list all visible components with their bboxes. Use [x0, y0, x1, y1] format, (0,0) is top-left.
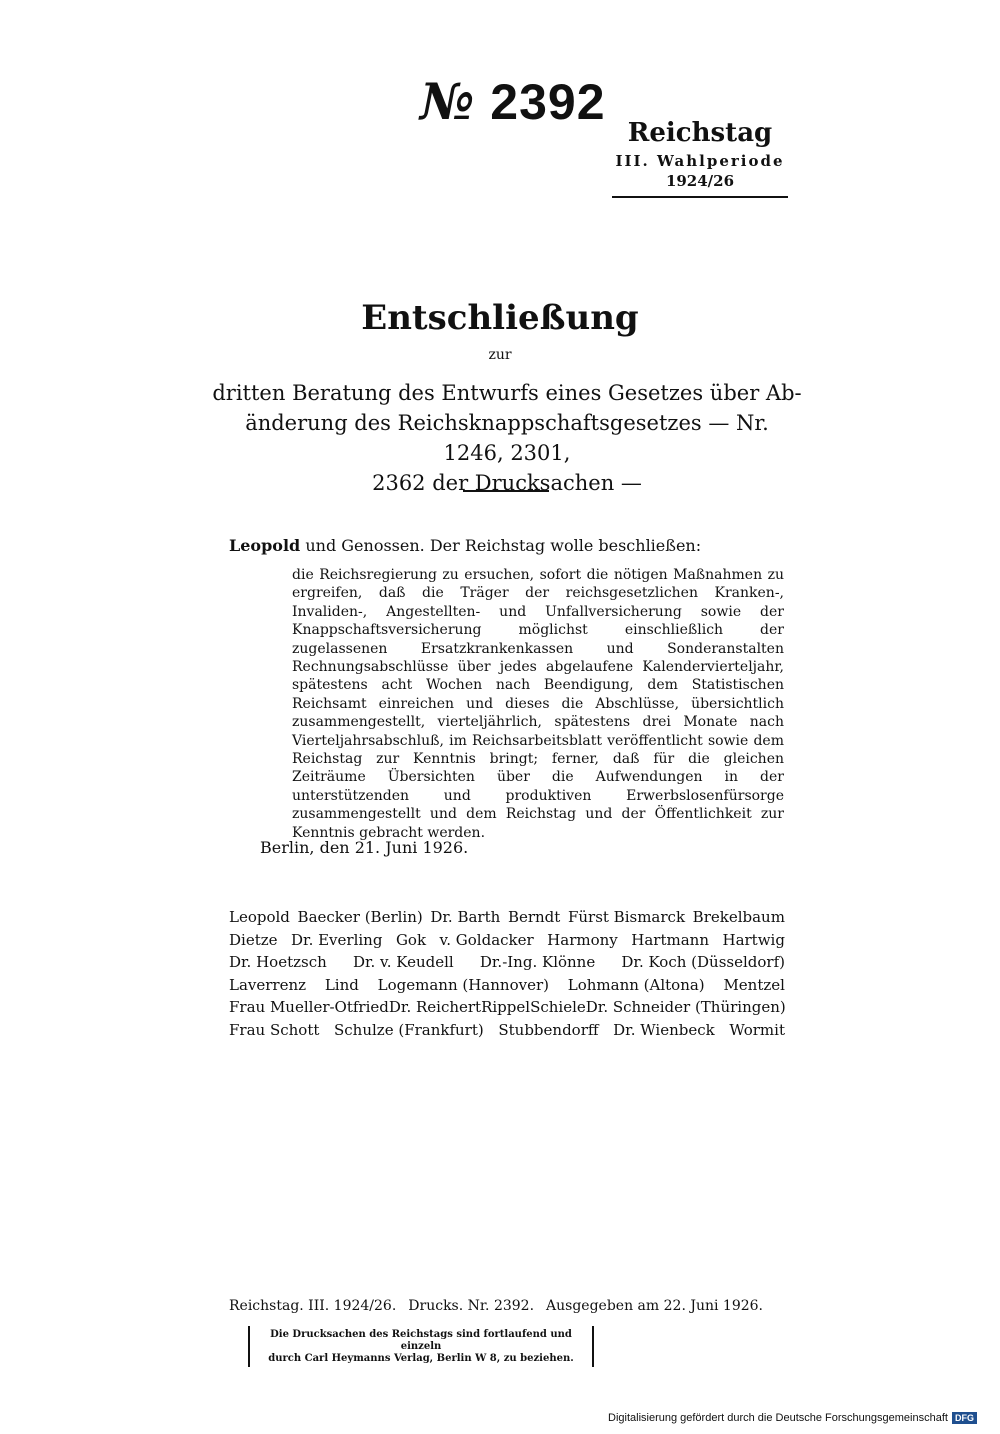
signatory-row	[229, 998, 785, 1021]
funding-text: Digitalisierung gefördert durch die Deutsche Forschungsgemeinschaft	[608, 1412, 948, 1424]
footer-line	[229, 1298, 763, 1314]
signatory-name: Dr.-Ing. Klönne	[479, 953, 596, 971]
signatory-name: Baecker (Berlin)	[297, 908, 423, 926]
funding-note	[608, 1412, 977, 1424]
signatory-name: Dr. Reichert	[388, 998, 482, 1016]
header-rule	[612, 196, 788, 198]
document-title: Entschließung	[361, 298, 639, 338]
signatory-name: Hartmann	[631, 930, 709, 949]
signatory-name: Brekelbaum	[692, 908, 785, 926]
motion-body	[292, 566, 784, 842]
signatory-name: Dr. Barth	[430, 908, 501, 926]
proposer-name: Leopold	[229, 536, 301, 555]
number-sign: №	[420, 72, 476, 131]
footer-session: Reichstag. III. 1924/26.	[229, 1298, 397, 1314]
reichstag-header	[612, 118, 788, 198]
signatory-row	[229, 976, 785, 999]
signatory-name: Lind	[324, 975, 359, 994]
signatory-name: Dietze	[229, 930, 278, 949]
motion-intro-text: und Genossen. Der Reichstag wolle beschließen:	[305, 536, 702, 555]
signatory-name: Dr. Hoetzsch	[229, 953, 327, 971]
signatory-name: Frau Schott	[229, 1020, 320, 1039]
publisher-note	[248, 1326, 594, 1367]
motion-body-text: die Reichsregierung zu ersuchen, sofort die nötigen Maßnahmen zu ergreifen, daß die Träger der reichsgesetzlichen Kranken-, Invaliden-, Angestellten- und Unfallversicherung sowie der Knappschaftsversicherung möglichst einschließlich der zugelassenen Ersatzkrankenkassen und Sonderanstalten Rechnungsabschlüsse über jedes abgelaufene Kalendervierteljahr, spätestens acht Wochen nach Beendigung, dem Statistischen Reichsamt einreichen und dieses die Abschlüsse, übersichtlich zusammengestellt, vierteljährlich, spätestens drei Monate nach Vierteljahrsabschluß, im Reichsarbeitsblatt veröffentlicht sowie dem Reichstag zur Kenntnis bringt; ferner, daß für die gleichen Zeiträume Übersichten über die Aufwendungen in der unterstützenden und produktiven Erwerbslosenfürsorge zusammengestellt und dem Reichstag und der Öffentlichkeit zur Kenntnis gebracht werden.	[292, 567, 784, 841]
signatory-row	[229, 953, 785, 976]
subject-line: dritten Beratung des Entwurfs eines Gesetzes über Ab-	[212, 381, 802, 405]
signatory-name: Rippel	[481, 998, 531, 1016]
signatory-name: Laverrenz	[229, 975, 307, 994]
signatory-name: Gok	[395, 930, 427, 949]
signatory-row	[229, 908, 785, 931]
footer-issue-date: Ausgegeben am 22. Juni 1926.	[546, 1298, 763, 1314]
signatory-name: Hartwig	[722, 930, 785, 949]
signatory-name: Dr. v. Keudell	[352, 953, 454, 971]
subject-line: 2362 der Drucksachen —	[372, 471, 642, 495]
resolution-subject	[212, 378, 802, 498]
signatory-name: Dr. Everling	[291, 930, 383, 949]
parliament-name: Reichstag	[627, 118, 773, 148]
signatory-name: Schulze (Frankfurt)	[334, 1020, 484, 1039]
signatory-name: Wormit	[729, 1020, 785, 1039]
signatory-name: Lohmann (Altona)	[567, 975, 705, 994]
period-years: 1924/26	[665, 172, 735, 190]
signatory-row	[229, 1021, 785, 1044]
signatories-list	[229, 908, 785, 1043]
signatory-name: Dr. Schneider (Thüringen)	[585, 998, 786, 1016]
signatory-name: Logemann (Hannover)	[377, 975, 549, 994]
document-number-value: 2392	[490, 74, 606, 130]
signatory-name: Frau Mueller-Otfried	[229, 998, 389, 1016]
title-connector: zur	[488, 347, 512, 363]
signatory-name: Harmony	[547, 930, 618, 949]
publisher-note-line: Die Drucksachen des Reichstags sind fortlaufend und einzeln	[270, 1329, 572, 1352]
separator-rule	[463, 490, 549, 492]
election-period: III. Wahlperiode	[615, 152, 785, 170]
dfg-logo: DFG	[952, 1412, 977, 1424]
signatory-row	[229, 931, 785, 954]
signatory-name: Mentzel	[723, 975, 785, 994]
subject-line: änderung des Reichsknappschaftsgesetzes — Nr. 1246, 2301,	[245, 411, 769, 465]
signatory-name: Dr. Wienbeck	[613, 1020, 715, 1039]
document-number	[420, 72, 606, 131]
signatory-name: Stubbendorff	[498, 1020, 599, 1039]
signatory-name: Fürst Bismarck	[567, 908, 686, 926]
motion-intro	[229, 536, 701, 555]
signatory-name: v. Goldacker	[439, 930, 534, 949]
signatory-name: Leopold	[229, 908, 290, 926]
place-date: Berlin, den 21. Juni 1926.	[260, 838, 469, 857]
footer-print-number: Drucks. Nr. 2392.	[408, 1298, 535, 1314]
signatory-name: Dr. Koch (Düsseldorf)	[621, 953, 785, 971]
signatory-name: Schiele	[530, 998, 586, 1016]
publisher-note-line: durch Carl Heymanns Verlag, Berlin W 8, zu beziehen.	[268, 1353, 574, 1364]
signatory-name: Berndt	[507, 908, 561, 926]
